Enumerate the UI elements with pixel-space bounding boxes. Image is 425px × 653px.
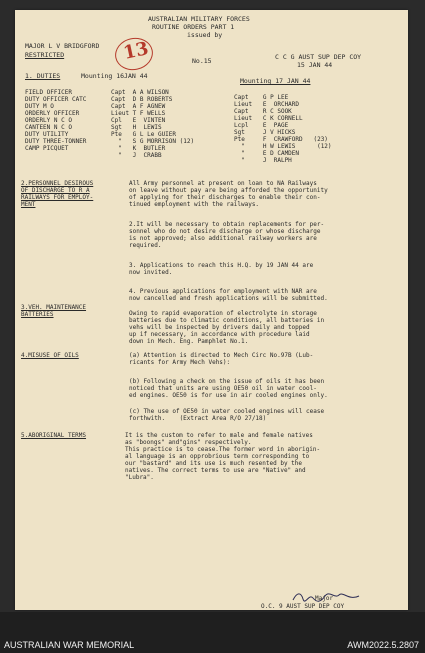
section-2-para-3: 3. Applications to reach this H.Q. by 19 JAN 44 are now invited. (129, 262, 314, 276)
header-issued-by: issued by (187, 31, 223, 39)
section-4-para-c: (c) The use of OE50 in water cooled engines will cease forthwith. (Extract Area R/O 27/18) (129, 408, 325, 422)
archive-footer (0, 612, 425, 653)
mounting-b: Mounting 17 JAN 44 (240, 77, 311, 85)
handwritten-number-mark: 13 (112, 34, 156, 73)
header-subtitle: ROUTINE ORDERS PART 1 (152, 23, 235, 31)
section-4-para-b: (b) Following a check on the issue of oils it has been noticed that units are using OE50 oil in water cool- ed engines. OE50 is for use in air cooled engines only. (129, 378, 328, 399)
header-title: AUSTRALIAN MILITARY FORCES (148, 15, 250, 23)
classification: RESTRICTED (25, 51, 65, 59)
section-3-para-1: Owing to rapid evaporation of electrolyte in storage batteries due to climatic conditions, all batteries in vehs will be inspected by drivers daily and topped up if necessary, in accordance with procedure laid down in Mech. Eng. Pamphlet No.1. (129, 310, 325, 345)
section-2-para-4: 4. Previous applications for employment with NAR are now cancelled and fresh applications will be submitted. (129, 288, 328, 302)
order-number: No.15 (192, 57, 212, 65)
duties-heading: 1. DUTIES (25, 72, 61, 80)
section-2-heading: 2.PERSONNEL DESIROUS OF DISCHARGE TO R A RAILWAYS FOR EMPLOY- MENT (21, 180, 94, 208)
duty-names-b: Capt G P LEE Lieut E ORCHARD Capt R C SOOK Lieut C K CORNELL Lcpl E PAGE Sgt J V HICKS Pte F CRAWFORD (23) " H W LEWIS (12) " E D CAMDEN " J RALPH (234, 94, 332, 164)
section-5-para-1: It is the custom to refer to male and female natives as "boongs" and"gins" respectively. This practice is to cease.The former word in aborigin- al language is an opprobrious term corresponding to our "bastard" and its use is much resented by the natives. The correct terms to use are "Native" and "Lubra". (125, 432, 321, 481)
archive-name: AUSTRALIAN WAR MEMORIAL (4, 640, 135, 650)
section-4-heading: 4.MISUSE OF OILS (21, 352, 79, 359)
section-2-para-2: 2.It will be necessary to obtain replacements for per- sonnel who do not desire discharge or whose discharge is not approved; also additional railway workers are required. (129, 221, 325, 249)
section-3-heading: 3.VEH. MAINTENANCE BATTERIES (21, 304, 87, 318)
order-date: 15 JAN 44 (297, 61, 333, 69)
document-page (15, 10, 408, 610)
signatory-unit: O.C. 9 AUST SUP DEP COY (261, 603, 345, 610)
section-2-para-1: All Army personnel at present on loan to NA Railways on leave without pay are being afforded the opportunity of applying for their discharges to enable their con- tinued employment with the railways. (129, 180, 328, 208)
mounting-a: Mounting 16JAN 44 (81, 72, 148, 80)
duty-roles: FIELD OFFICER DUTY OFFICER CATC DUTY M O ORDERLY OFFICER ORDERLY N C O CANTEEN N C O DUTY UTILITY DUTY THREE-TONNER CAMP PICQUET (25, 89, 87, 152)
duty-names-a: Capt A A WILSON Capt D B ROBERTS Capt A F AGNEW Lieut T F WELLS Cpl E VINTEN Sgt H LEWIS Pte G L Le GUIER " S G MORRISON (12) " K BUTLER " J CRABB (111, 89, 195, 159)
archive-reference: AWM2022.5.2807 (347, 640, 419, 650)
issuer-name: MAJOR L V BRIDGFORD (25, 42, 100, 50)
section-4-para-a: (a) Attention is directed to Mech Circ No.97B (Lub- ricants for Army Mech Vehs): (129, 352, 314, 366)
signatory-rank: Major (315, 595, 334, 602)
unit-name: C C G AUST SUP DEP COY (275, 53, 362, 61)
section-5-heading: 5.ABORIGINAL TERMS (21, 432, 87, 439)
